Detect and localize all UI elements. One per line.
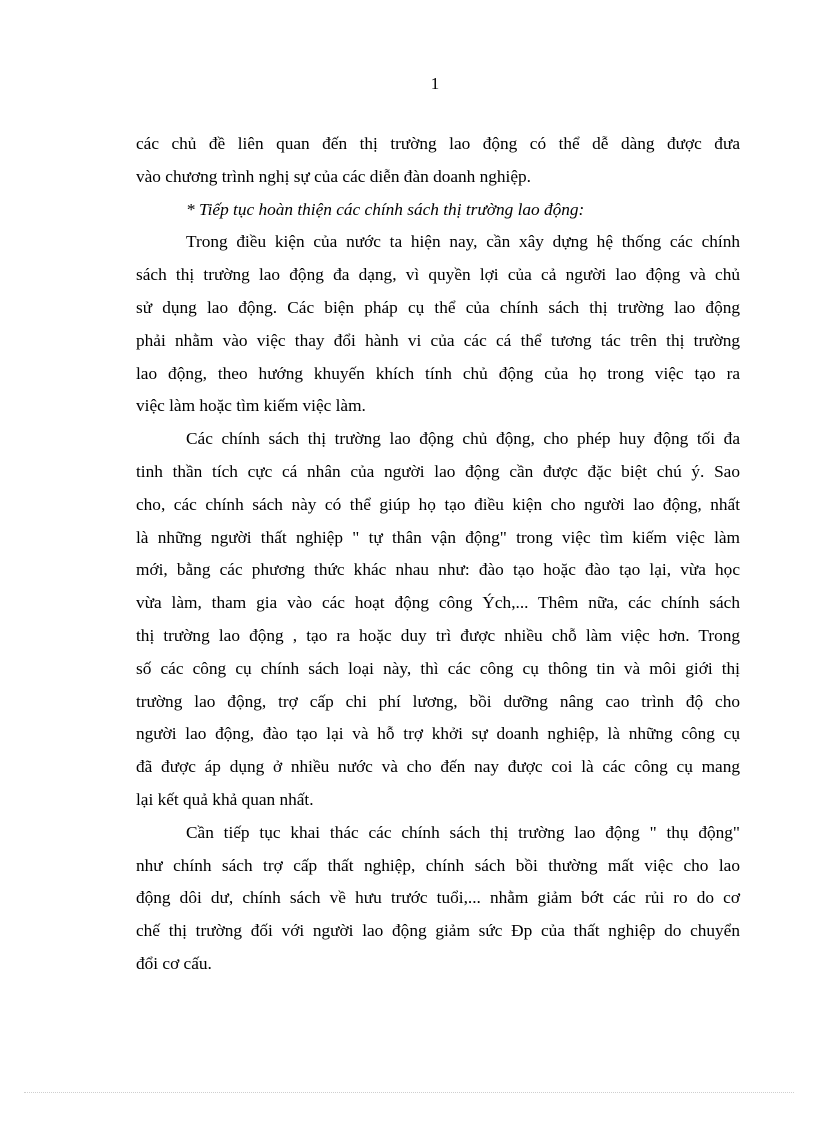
text-line: người lao động, đào tạo lại và hỗ trợ khởi sự doanh nghiệp, là những công cụ (136, 724, 740, 744)
page-number: 1 (430, 74, 440, 93)
text-line: chế thị trường đối với người lao động giảm sức Ðp của thất nghiệp do chuyển (136, 921, 740, 941)
document-body (136, 128, 740, 981)
paragraph (136, 817, 740, 981)
text-line: việc làm hoặc tìm kiếm việc làm. (136, 396, 366, 416)
text-line: Các chính sách thị trường lao động chủ động, cho phép huy động tối đa (186, 429, 740, 449)
text-line: sử dụng lao động. Các biện pháp cụ thể của chính sách thị trường lao động (136, 297, 740, 317)
text-line: lao động, theo hướng khuyến khích tính chủ động của họ trong việc tạo ra (136, 363, 740, 383)
text-line: vào chương trình nghị sự của các diễn đàn doanh nghiệp. (136, 166, 531, 186)
paragraph (136, 128, 740, 194)
text-line: như chính sách trợ cấp thất nghiệp, chính sách bồi thường mất việc cho lao (136, 855, 740, 875)
text-line: Trong điều kiện của nước ta hiện nay, cần xây dựng hệ thống các chính (186, 232, 740, 252)
text-line: đổi cơ cấu. (136, 953, 212, 973)
paragraph (136, 226, 740, 423)
page-bottom-rule (24, 1092, 794, 1093)
text-line: mới, bằng các phương thức khác nhau như: đào tạo hoặc đào tạo lại, vừa học (136, 560, 740, 580)
text-line: lại kết quả khả quan nhất. (136, 789, 314, 809)
text-line: trường lao động, trợ cấp chi phí lương, bồi dưỡng nâng cao trình độ cho (136, 691, 740, 711)
paragraph (136, 194, 740, 227)
text-line: là những người thất nghiệp " tự thân vận động" trong việc tìm kiếm việc làm (136, 527, 740, 547)
text-line: Cần tiếp tục khai thác các chính sách thị trường lao động " thụ động" (186, 822, 740, 842)
text-line: số các công cụ chính sách loại này, thì các công cụ thông tin và môi giới thị (136, 658, 740, 678)
section-heading-line: * Tiếp tục hoàn thiện các chính sách thị trường lao động: (186, 199, 585, 219)
text-line: tinh thần tích cực cá nhân của người lao động cần được đặc biệt chú ý. Sao (136, 461, 740, 481)
text-line: cho, các chính sách này có thể giúp họ tạo điều kiện cho người lao động, nhất (136, 494, 740, 514)
paragraph (136, 423, 740, 817)
text-line: các chủ đề liên quan đến thị trường lao động có thể dễ dàng được đưa (136, 134, 740, 153)
text-line: động dôi dư, chính sách về hưu trước tuổi,... nhằm giảm bớt các rủi ro do cơ (136, 888, 740, 908)
text-line: phải nhằm vào việc thay đổi hành vi của các cá thể tương tác trên thị trường (136, 330, 740, 350)
text-line: đã được áp dụng ở nhiều nước và cho đến nay được coi là các công cụ mang (136, 757, 740, 777)
text-line: sách thị trường lao động đa dạng, vì quyền lợi của cả người lao động và chủ (136, 265, 740, 285)
text-line: vừa làm, tham gia vào các hoạt động công Ých,... Thêm nữa, các chính sách (136, 593, 740, 613)
text-line: thị trường lao động , tạo ra hoặc duy trì được nhiều chỗ làm việc hơn. Trong (136, 625, 740, 645)
